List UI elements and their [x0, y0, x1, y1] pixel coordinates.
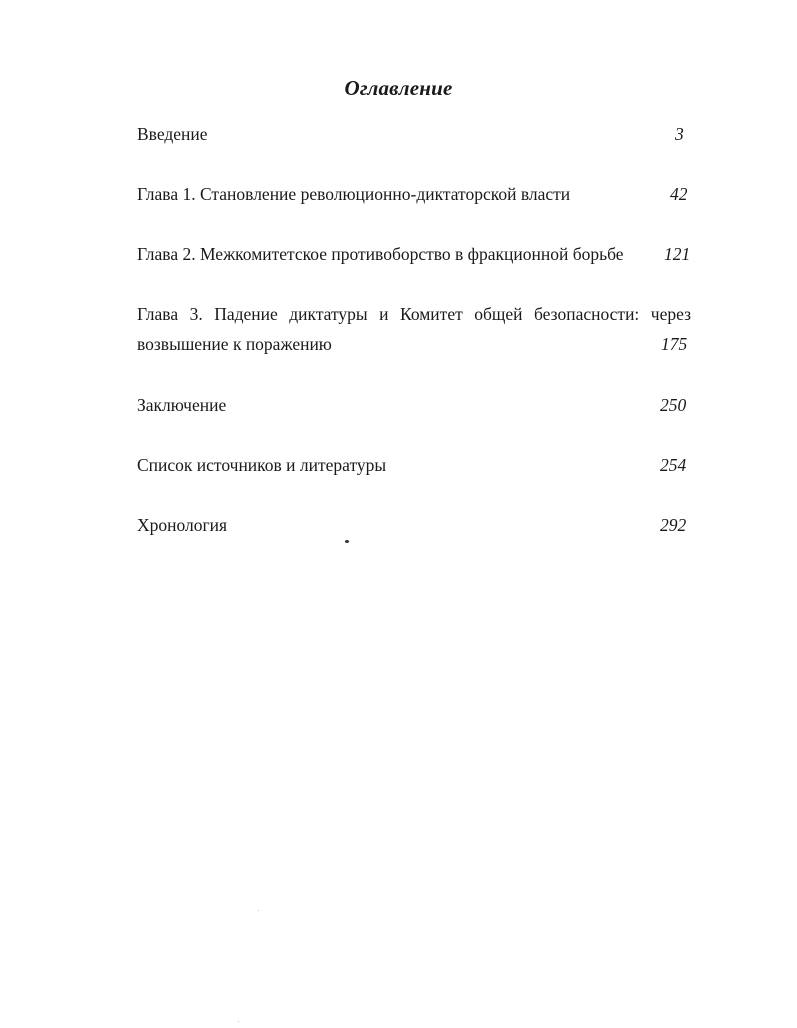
- scan-speck: [258, 910, 259, 911]
- toc-entry-label: Глава 2. Межкомитетское противоборство в фракционной борьбе: [137, 244, 624, 264]
- toc-entry-label-line-2: возвышение к поражению: [137, 334, 332, 354]
- toc-entry-page: 3: [675, 124, 684, 144]
- toc-entry-label: Хронология: [137, 515, 228, 535]
- toc-entry-page: 292: [660, 515, 687, 535]
- toc-entry-label: Введение: [137, 124, 208, 144]
- toc-entry-page: 42: [670, 184, 688, 204]
- toc-entry-page: 121: [664, 244, 691, 264]
- scan-speck: [345, 540, 349, 543]
- toc-entry-label: Список источников и литературы: [137, 455, 387, 475]
- toc-entry-page: 250: [660, 395, 687, 415]
- toc-entry-page: 175: [661, 334, 688, 354]
- toc-entry-label: Глава 1. Становление революционно-диктаторской власти: [137, 184, 571, 204]
- scan-speck: [238, 1021, 239, 1022]
- toc-title: Оглавление: [344, 76, 453, 100]
- toc-entry-label: Заключение: [137, 395, 227, 415]
- toc-entry-page: 254: [660, 455, 687, 475]
- toc-entry-label-line-1: Глава 3. Падение диктатуры и Комитет общей безопасности: через: [137, 304, 691, 324]
